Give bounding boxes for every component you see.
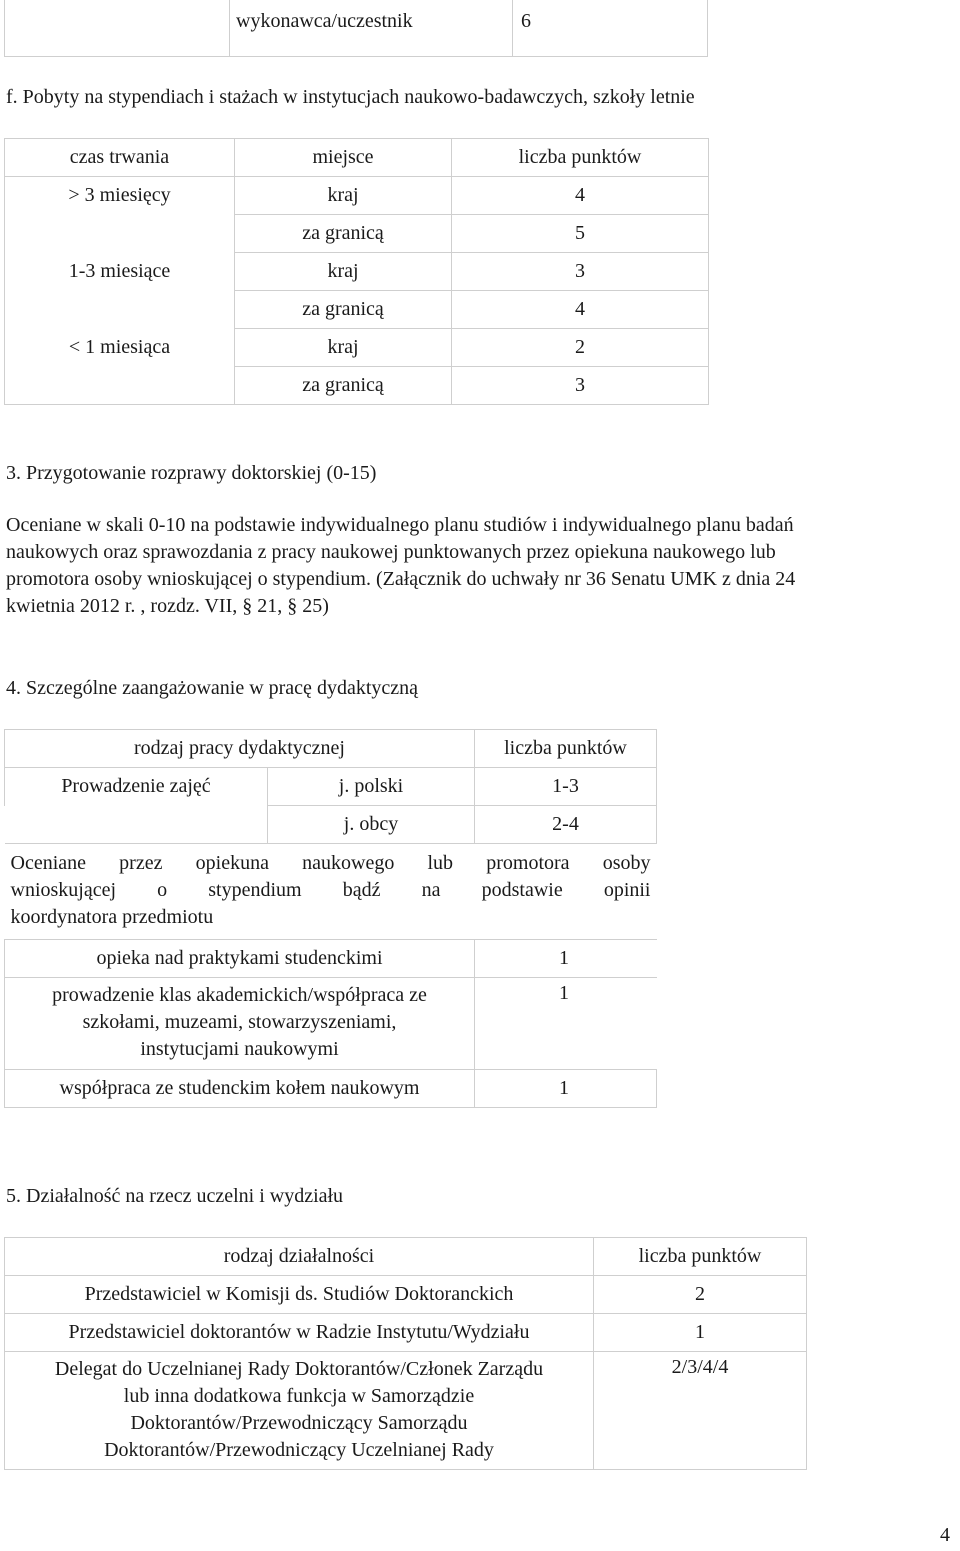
teaching-points: 1-3 (475, 768, 657, 806)
activity-points-value: 1 (559, 1077, 569, 1099)
points-cell: 2 (452, 329, 709, 367)
activity-label-line: instytucjami naukowymi (140, 1038, 339, 1060)
activity-label: Przedstawiciel doktorantów w Radzie Instytutu/Wydziału (5, 1314, 594, 1352)
place-cell: kraj (235, 177, 452, 215)
activity-label-line: Delegat do Uczelnianej Rady Doktorantów/Członek Zarządu (54, 1358, 544, 1380)
duration-cell: > 3 miesięcy (5, 177, 235, 215)
evaluation-note-line: koordynatora przedmiotu (10, 906, 214, 928)
activity-points-value: 1 (559, 947, 569, 969)
section-3-line: Oceniane w skali 0-10 na podstawie indywidualnego planu studiów i indywidualnego planu badań (6, 514, 794, 536)
points-cell: 4 (452, 291, 709, 329)
section-4-table (4, 729, 657, 1108)
activity-label-line: lub inna dodatkowa funkcja w Samorządzie (123, 1385, 475, 1407)
top-label: wykonawca/uczestnik (236, 10, 413, 32)
points-cell: 4 (452, 177, 709, 215)
activity-points-value: 1 (559, 982, 569, 1004)
place-cell: kraj (235, 253, 452, 291)
activity-label (5, 978, 475, 1070)
page-number: 4 (940, 1524, 950, 1546)
header-points: liczba punktów (594, 1238, 807, 1276)
activity-points (475, 1070, 657, 1108)
activity-label (5, 1352, 594, 1470)
section-f-title: f. Pobyty na stypendiach i stażach w instytucjach naukowo-badawczych, szkoły letnie (6, 86, 695, 108)
points-cell: 5 (452, 215, 709, 253)
activity-label-line: Doktorantów/Przewodniczący Samorządu (130, 1412, 468, 1434)
points-cell: 3 (452, 367, 709, 405)
activity-points: 1 (594, 1314, 807, 1352)
activity-points (475, 978, 657, 1070)
activity-label-line: szkołami, muzeami, stowarzyszeniami, (82, 1011, 397, 1033)
activity-label-line: Doktorantów/Przewodniczący Uczelnianej Rady (104, 1439, 494, 1461)
activity-points: 2/3/4/4 (594, 1352, 807, 1470)
top-empty-cell (5, 0, 230, 56)
section-3-line: naukowych oraz sprawozdania z pracy naukowej punktowanych przez opiekuna naukowego lub (6, 541, 776, 563)
top-value-cell (513, 0, 708, 56)
top-label-cell (230, 0, 513, 56)
activity-points (475, 940, 657, 978)
evaluation-note-line: Oceniane przez opiekuna naukowego lub promotora osoby (10, 852, 651, 874)
section-f-table (4, 138, 709, 405)
duration-cell-empty (5, 291, 235, 329)
section-3-text (6, 512, 956, 620)
section-5-title: 5. Działalność na rzecz uczelni i wydziału (6, 1185, 344, 1207)
duration-cell-empty (5, 215, 235, 253)
top-value: 6 (521, 10, 531, 32)
section-4-title: 4. Szczególne zaangażowanie w pracę dydaktyczną (6, 677, 419, 699)
header-points: liczba punktów (452, 139, 709, 177)
activity-points: 2 (594, 1276, 807, 1314)
activity-label: Przedstawiciel w Komisji ds. Studiów Doktoranckich (5, 1276, 594, 1314)
header-duration: czas trwania (5, 139, 235, 177)
activity-label-line: prowadzenie klas akademickich/współpraca ze (52, 984, 427, 1006)
points-cell: 3 (452, 253, 709, 291)
teaching-label-empty (5, 806, 268, 844)
evaluation-note-line: wnioskującej o stypendium bądź na podstawie opinii (10, 879, 651, 901)
section-3-line: kwietnia 2012 r. , rozdz. VII, § 21, § 25) (6, 595, 329, 617)
place-cell: kraj (235, 329, 452, 367)
teaching-lang: j. obcy (268, 806, 475, 844)
place-cell: za granicą (235, 215, 452, 253)
teaching-lang: j. polski (268, 768, 475, 806)
teaching-points: 2-4 (475, 806, 657, 844)
header-points: liczba punktów (475, 730, 657, 768)
section-3-line: promotora osoby wnioskującej o stypendium. (Załącznik do uchwały nr 36 Senatu UMK z dnia 24 (6, 568, 796, 590)
place-cell: za granicą (235, 367, 452, 405)
duration-cell: 1-3 miesiące (5, 253, 235, 291)
duration-cell-empty (5, 367, 235, 405)
activity-label: opieka nad praktykami studenckimi (5, 940, 475, 978)
section-3-title: 3. Przygotowanie rozprawy doktorskiej (0-15) (6, 462, 377, 484)
top-table (4, 0, 708, 57)
header-activity-type: rodzaj działalności (5, 1238, 594, 1276)
activity-label: współpraca ze studenckim kołem naukowym (5, 1070, 475, 1108)
header-place: miejsce (235, 139, 452, 177)
place-cell: za granicą (235, 291, 452, 329)
section-5-table (4, 1237, 807, 1470)
duration-cell: < 1 miesiąca (5, 329, 235, 367)
header-work-type: rodzaj pracy dydaktycznej (5, 730, 475, 768)
evaluation-note-cell (5, 844, 657, 940)
teaching-label: Prowadzenie zajęć (5, 768, 268, 806)
